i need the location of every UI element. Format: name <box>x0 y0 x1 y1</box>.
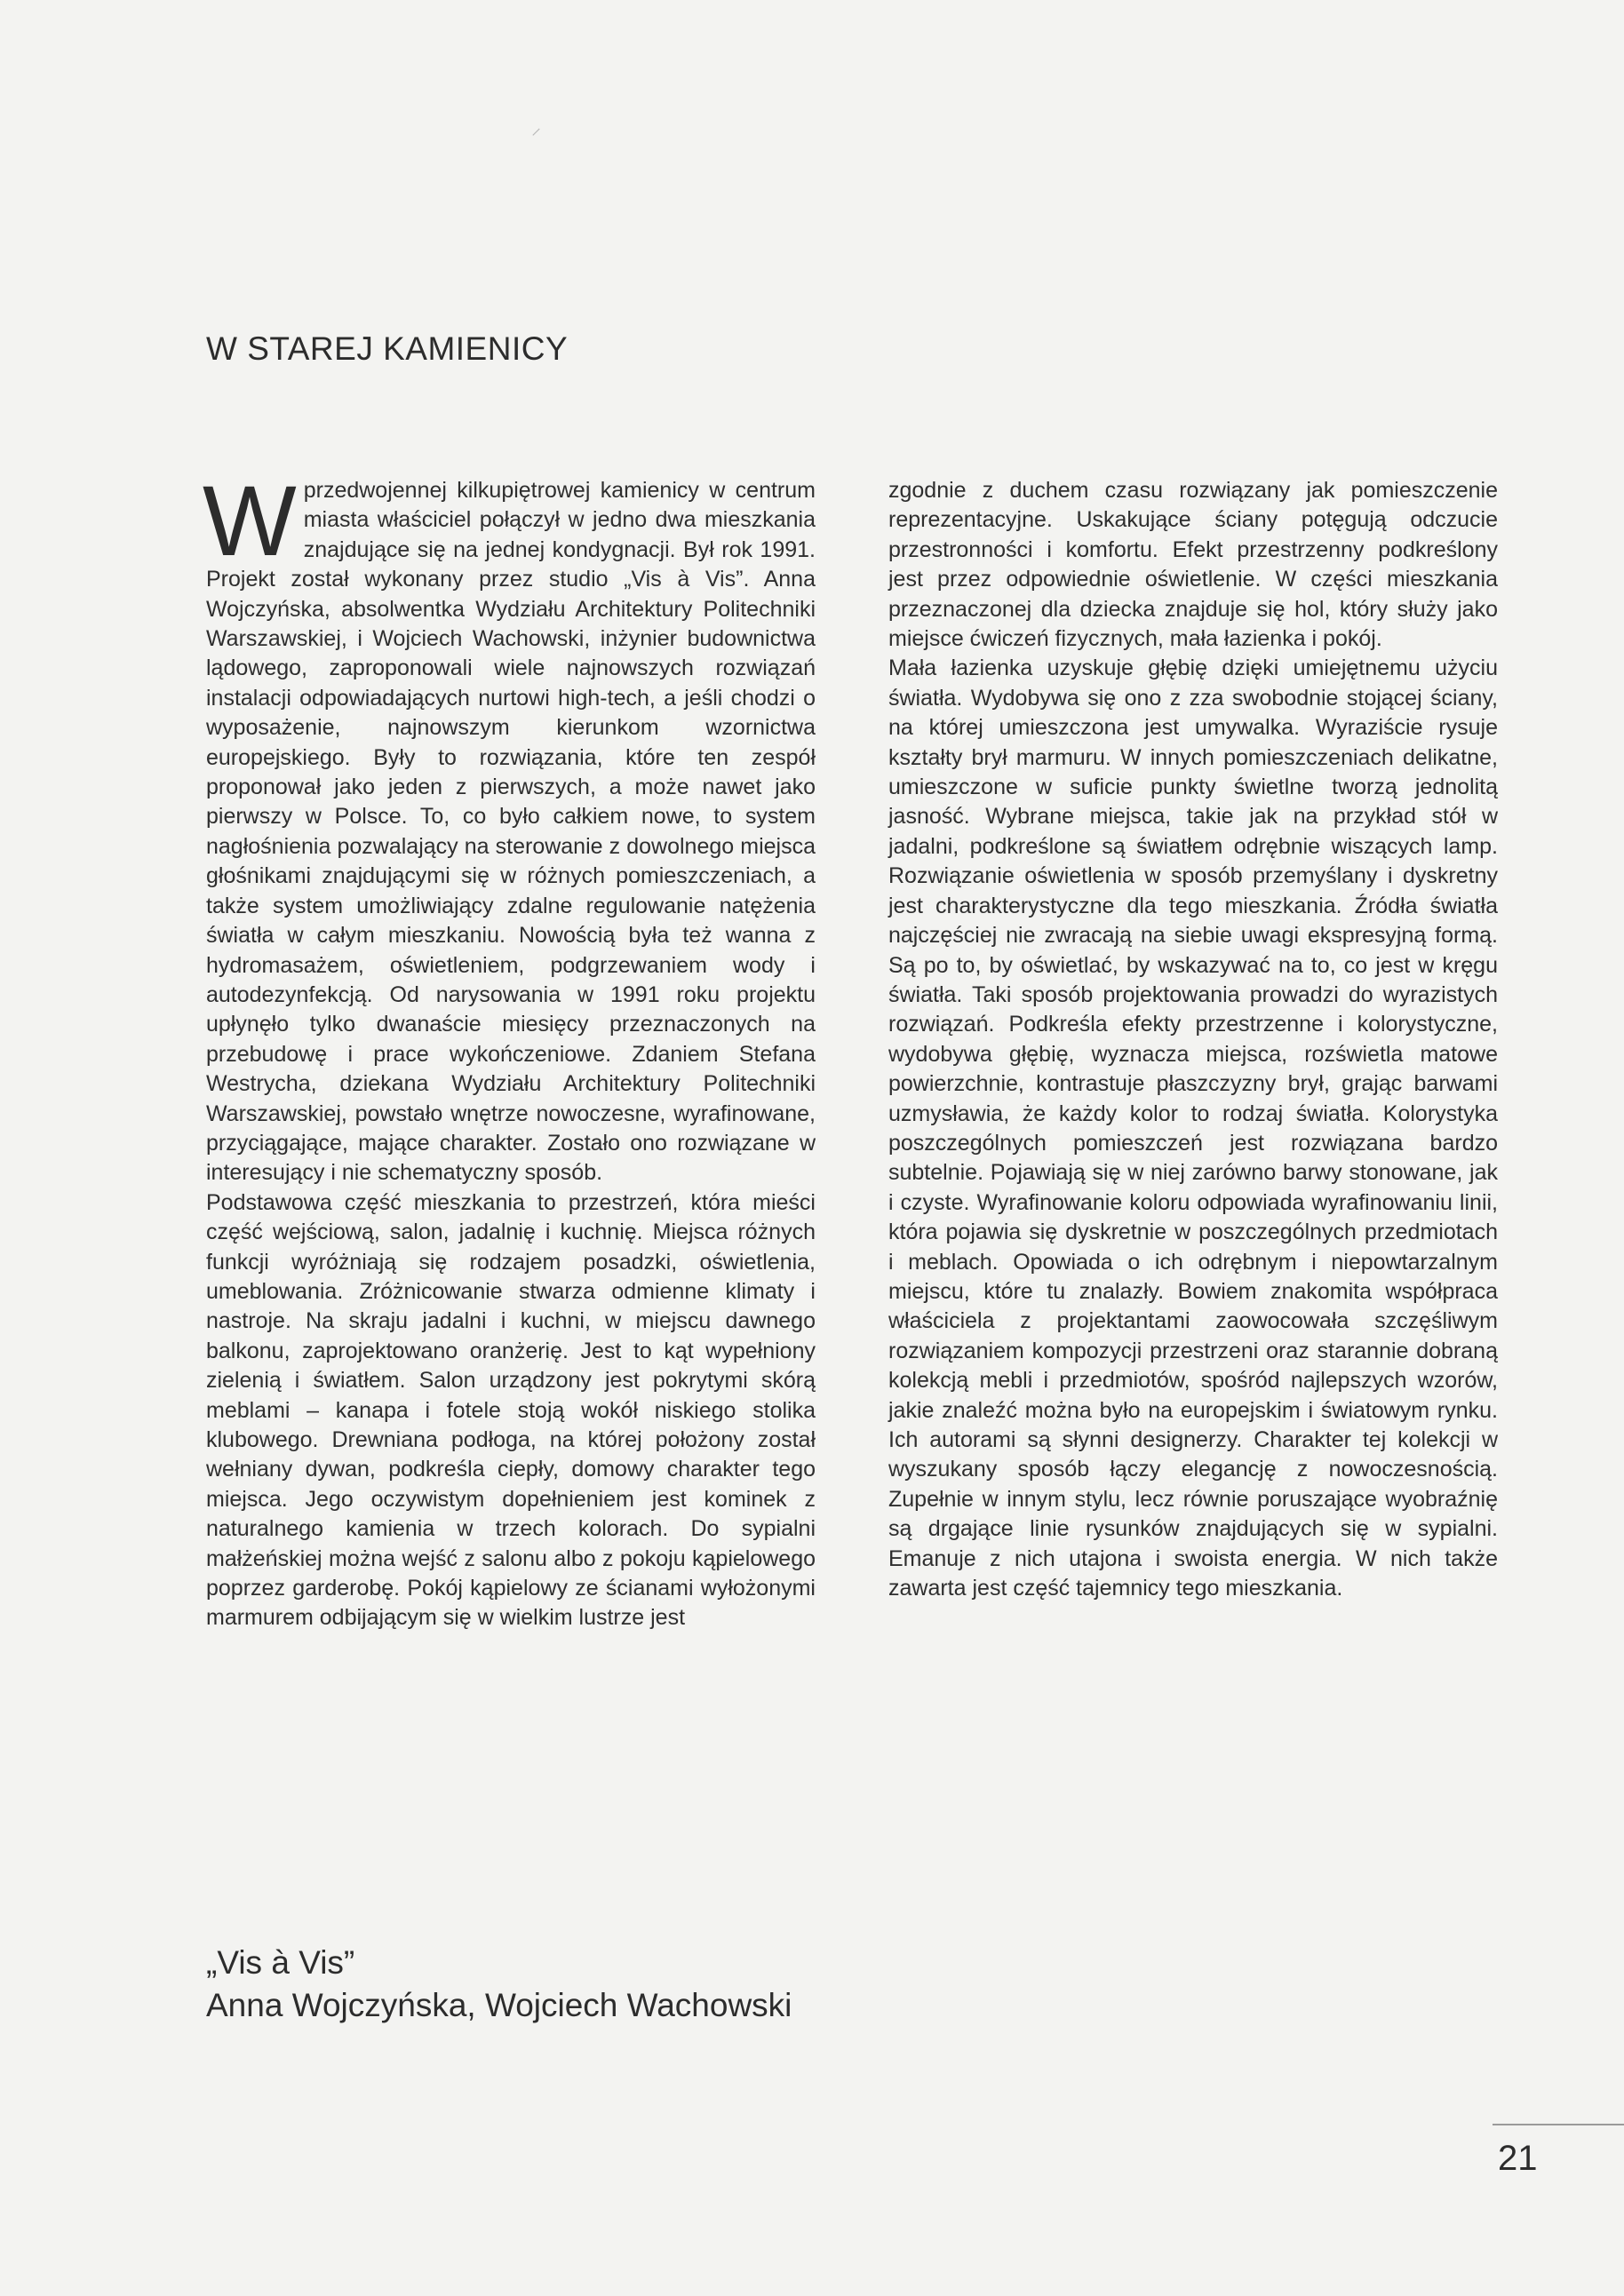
authors-names: Anna Wojczyńska, Wojciech Wachowski <box>206 1987 792 2023</box>
article-title: W STAREJ KAMIENICY <box>206 330 569 367</box>
page-number-rule <box>1493 2124 1624 2125</box>
paragraph-text: przedwojennej kilkupiętrowej kamienicy w centrum miasta właściciel połączył w jedno dwa mieszkania znajdujące się na jednej kondygnacji. Był rok 1991. Projekt został wykonany przez studio „Vis à Vis”. Anna Wojczyńska, absolwentka Wydziału Architektury Politechniki Warszawskiej, i Wojciech Wachowski, inżynier budownictwa lądowego, zaproponowali wiele najnowszych rozwiązań instalacji odpowiadających nurtowi high-tech, a jeśli chodzi o wyposażenie, najnowszym kierunkom wzornictwa europejskiego. Były to rozwiązania, które ten zespół proponował jako jeden z pierwszych, a może nawet jako pierwszy w Polsce. To, co było całkiem nowe, to system nagłośnienia pozwalający na sterowanie z dowolnego miejsca głośnikami znajdującymi się w różnych pomieszczeniach, a także system umożliwiający zdalne regulowanie natężenia światła w całym mieszkaniu. Nowością była też wanna z hydromasażem, oświetleniem, podgrzewaniem wody i autodezynfekcją. Od narysowania w 1991 roku projektu upłynęło tylko dwanaście miesięcy przeznaczonych na przebudowę i prace wykończeniowe. Zdaniem Stefana Westrycha, dziekana Wydziału Architektury Politechniki Warszawskiej, powstało wnętrze nowoczesne, wyrafinowane, przyciągające, mające charakter. Zostało ono rozwiązane w interesujący i nie schematyczny sposób. <box>206 478 816 1186</box>
article-column-left <box>203 465 816 1633</box>
drop-cap: W <box>203 465 297 576</box>
design-credit <box>206 1942 792 2027</box>
article-column-right <box>888 476 1498 1603</box>
article-paragraph-1 <box>203 465 816 1188</box>
page-number: 21 <box>1498 2139 1538 2178</box>
studio-name: „Vis à Vis” <box>206 1944 355 1981</box>
paper-speck: ⸝ <box>531 116 542 139</box>
article-paragraph-2: Podstawowa część mieszkania to przestrzeń, która mieści część wejściową, salon, jadalnię i kuchnię. Miejsca różnych funkcji wyróżniają się rodzajem posadzki, oświetlenia, umeblowania. Zróżnicowanie stwarza odmienne klimaty i nastroje. Na skraju jadalni i kuchni, w miejscu dawnego balkonu, zaprojektowano oranżerię. Jest to kąt wypełniony zielenią i światłem. Salon urządzony jest pokrytymi skórą meblami – kanapa i fotele stoją wokół niskiego stolika klubowego. Drewniana podłoga, na której położony został wełniany dywan, podkreśla ciepły, domowy charakter tego miejsca. Jego oczywistym dopełnieniem jest kominek z naturalnego kamienia w trzech kolorach. Do sypialni małżeńskiej można wejść z salonu albo z pokoju kąpielowego poprzez garderobę. Pokój kąpielowy ze ścianami wyłożonymi marmurem odbijającym się w wielkim lustrze jest <box>206 1189 816 1631</box>
article-paragraph-4: Mała łazienka uzyskuje głębię dzięki umiejętnemu użyciu światła. Wydobywa się ono z zza swobodnie stojącej ściany, na której umieszczona jest umywalka. Wyraziście rysuje kształty brył marmuru. W innych pomieszczeniach delikatne, umieszczone w suficie punkty świetlne tworzą jednolitą jasność. Wybrane miejsca, takie jak na przykład stół w jadalni, podkreślone są światłem odrębnie wiszących lamp. Rozwiązanie oświetlenia w sposób przemyślany i dyskretny jest charakterystyczne dla tego mieszkania. Źródła światła najczęściej nie zwracają na siebie uwagi ekspresyjną formą. Są po to, by oświetlać, by wskazywać na to, co jest w kręgu światła. Taki sposób projektowania prowadzi do wyrazistych rozwiązań. Podkreśla efekty przestrzenne i kolorystyczne, wydobywa głębię, wyznacza miejsca, rozświetla matowe powierzchnie, kontrastuje płaszczyzny brył, grając barwami uzmysławia, że każdy kolor to rodzaj światła. Kolorystyka poszczególnych pomieszczeń jest rozwiązana bardzo subtelnie. Pojawiają się w niej zarówno barwy stonowane, jak i czyste. Wyrafinowanie koloru odpowiada wyrafinowaniu linii, która pojawia się dyskretnie w poszczególnych przedmiotach i meblach. Opowiada o ich odrębnym i niepowtarzalnym miejscu, które tu znalazły. Bowiem znakomita współpraca właściciela z projektantami zaowocowała szczęśliwym rozwiązaniem kompozycji przestrzeni oraz starannie dobraną kolekcją mebli i przedmiotów, spośród najlepszych wzorów, jakie znaleźć można było na europejskim i światowym rynku. Ich autorami są słynni designerzy. Charakter tej kolekcji w wyszukany sposób łączy elegancję z nowoczesnością. Zupełnie w innym stylu, lecz równie poruszające wyobraźnię są drgające linie rysunków znajdujących się w sypialni. Emanuje z nich utajona i swoista energia. W nich także zawarta jest część tajemnicy tego mieszkania. <box>888 655 1498 1601</box>
article-paragraph-3: zgodnie z duchem czasu rozwiązany jak pomieszczenie reprezentacyjne. Uskakujące ściany potęgują odczucie przestronności i komfortu. Efekt przestrzenny podkreślony jest przez odpowiednie oświetlenie. W części mieszkania przeznaczonej dla dziecka znajduje się hol, który służy jako miejsce ćwiczeń fizycznych, mała łazienka i pokój. <box>888 478 1498 652</box>
